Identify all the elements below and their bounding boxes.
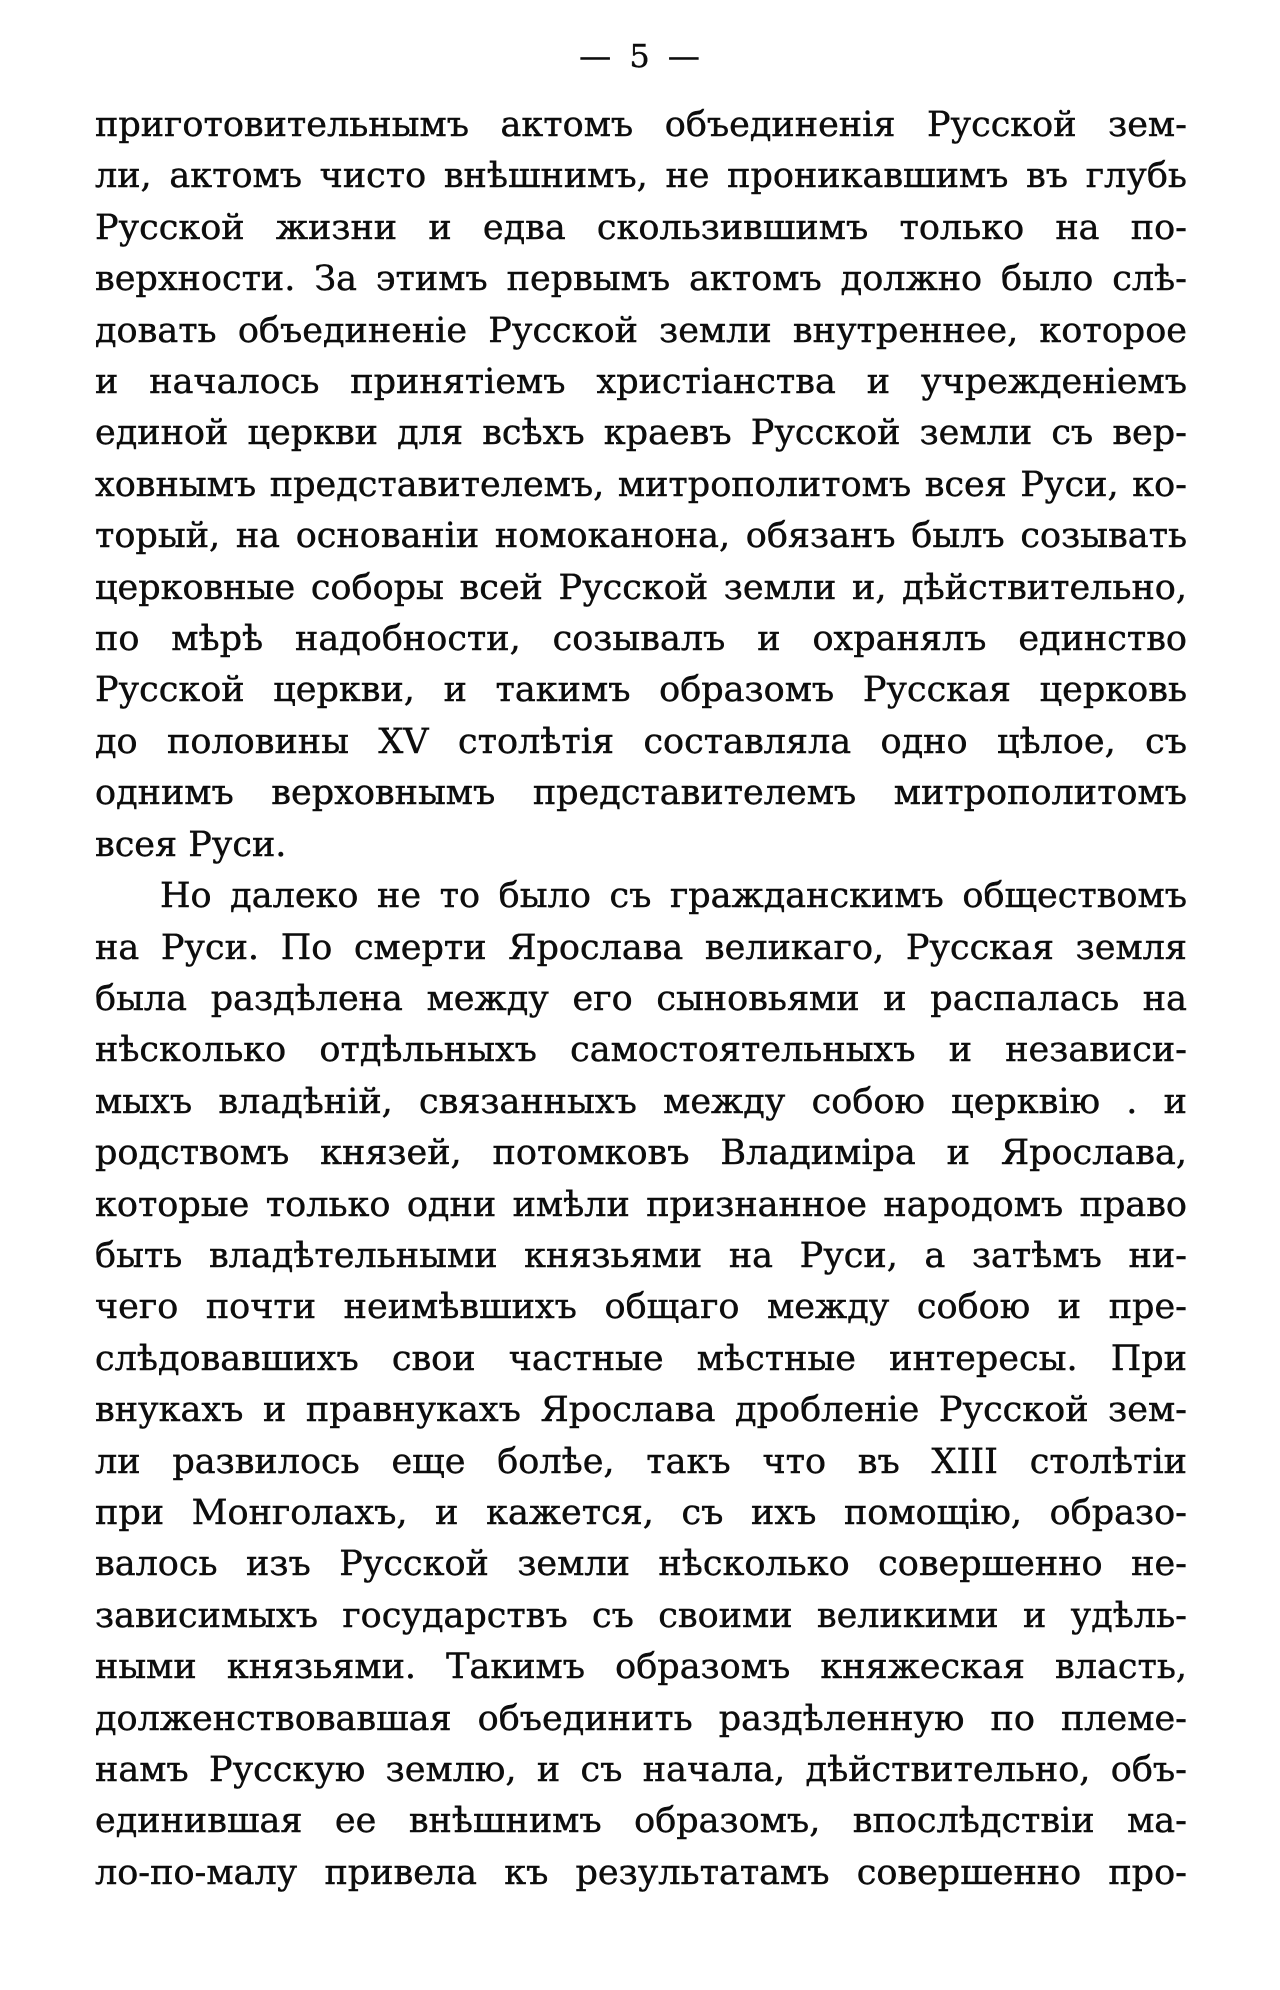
text-line: быть владѣтельными князьями на Руси, а затѣмъ ни- — [95, 1235, 1187, 1276]
text-line: мыхъ владѣній, связанныхъ между собою церквію . и — [95, 1081, 1187, 1122]
text-line: была раздѣлена между его сыновьями и распалась на — [95, 978, 1187, 1019]
text-line: всея Руси. — [95, 824, 287, 865]
text-line: ли развилось еще болѣе, такъ что въ XIII столѣтіи — [95, 1441, 1187, 1482]
text-line: однимъ верховнымъ представителемъ митрополитомъ — [95, 773, 1187, 814]
text-line: чего почти неимѣвшихъ общаго между собою и пре- — [95, 1287, 1187, 1328]
text-line: валось изъ Русской земли нѣсколько совершенно не- — [95, 1544, 1187, 1585]
text-line: церковные соборы всей Русской земли и, дѣйствительно, — [95, 567, 1187, 608]
text-line: слѣдовавшихъ свои частные мѣстные интересы. При — [95, 1338, 1187, 1379]
text-line: ными князьями. Такимъ образомъ княжеская власть, — [95, 1647, 1187, 1688]
text-line: при Монголахъ, и кажется, съ ихъ помощію, образо- — [95, 1492, 1187, 1533]
text-line: торый, на основаніи номоканона, обязанъ былъ созывать — [95, 516, 1187, 557]
text-line: верхности. За этимъ первымъ актомъ должно было слѣ- — [95, 259, 1187, 300]
text-line: и началось принятіемъ христіанства и учрежденіемъ — [95, 362, 1187, 403]
text-line: которые только одни имѣли признанное народомъ право — [95, 1184, 1187, 1225]
page-body — [95, 100, 1187, 1899]
text-line: единившая ее внѣшнимъ образомъ, впослѣдствіи ма- — [95, 1801, 1187, 1842]
text-line: единой церкви для всѣхъ краевъ Русской земли съ вер- — [95, 413, 1187, 454]
text-line: долженствовавшая объединить раздѣленную по племе- — [95, 1698, 1187, 1739]
text-line: зависимыхъ государствъ съ своими великими и удѣль- — [95, 1595, 1187, 1636]
text-line: Но далеко не то было съ гражданскимъ обществомъ — [160, 876, 1187, 917]
page-number: — 5 — — [579, 37, 701, 75]
text-line: довать объединеніе Русской земли внутреннее, которое — [95, 310, 1187, 351]
text-line: намъ Русскую землю, и съ начала, дѣйствительно, объ- — [95, 1750, 1187, 1790]
text-line: ло-по-малу привела къ результатамъ совершенно про- — [95, 1852, 1187, 1893]
text-line: Русской жизни и едва скользившимъ только на по- — [95, 207, 1187, 248]
text-line: ли, актомъ чисто внѣшнимъ, не проникавшимъ въ глубь — [95, 156, 1187, 197]
text-line: родствомъ князей, потомковъ Владиміра и Ярослава, — [95, 1133, 1187, 1174]
text-line: до половины XV столѣтія составляла одно цѣлое, съ — [95, 721, 1187, 762]
text-line: на Руси. По смерти Ярослава великаго, Русская земля — [95, 927, 1187, 968]
text-line: ховнымъ представителемъ, митрополитомъ всея Руси, ко- — [95, 464, 1187, 505]
text-line: приготовительнымъ актомъ объединенія Русской зем- — [95, 105, 1187, 145]
text-line: по мѣрѣ надобности, созывалъ и охранялъ единство — [95, 619, 1187, 660]
text-line: Русской церкви, и такимъ образомъ Русская церковь — [95, 670, 1187, 711]
text-line: внукахъ и правнукахъ Ярослава дробленіе Русской зем- — [95, 1390, 1187, 1431]
text-line: нѣсколько отдѣльныхъ самостоятельныхъ и независи- — [95, 1030, 1187, 1071]
